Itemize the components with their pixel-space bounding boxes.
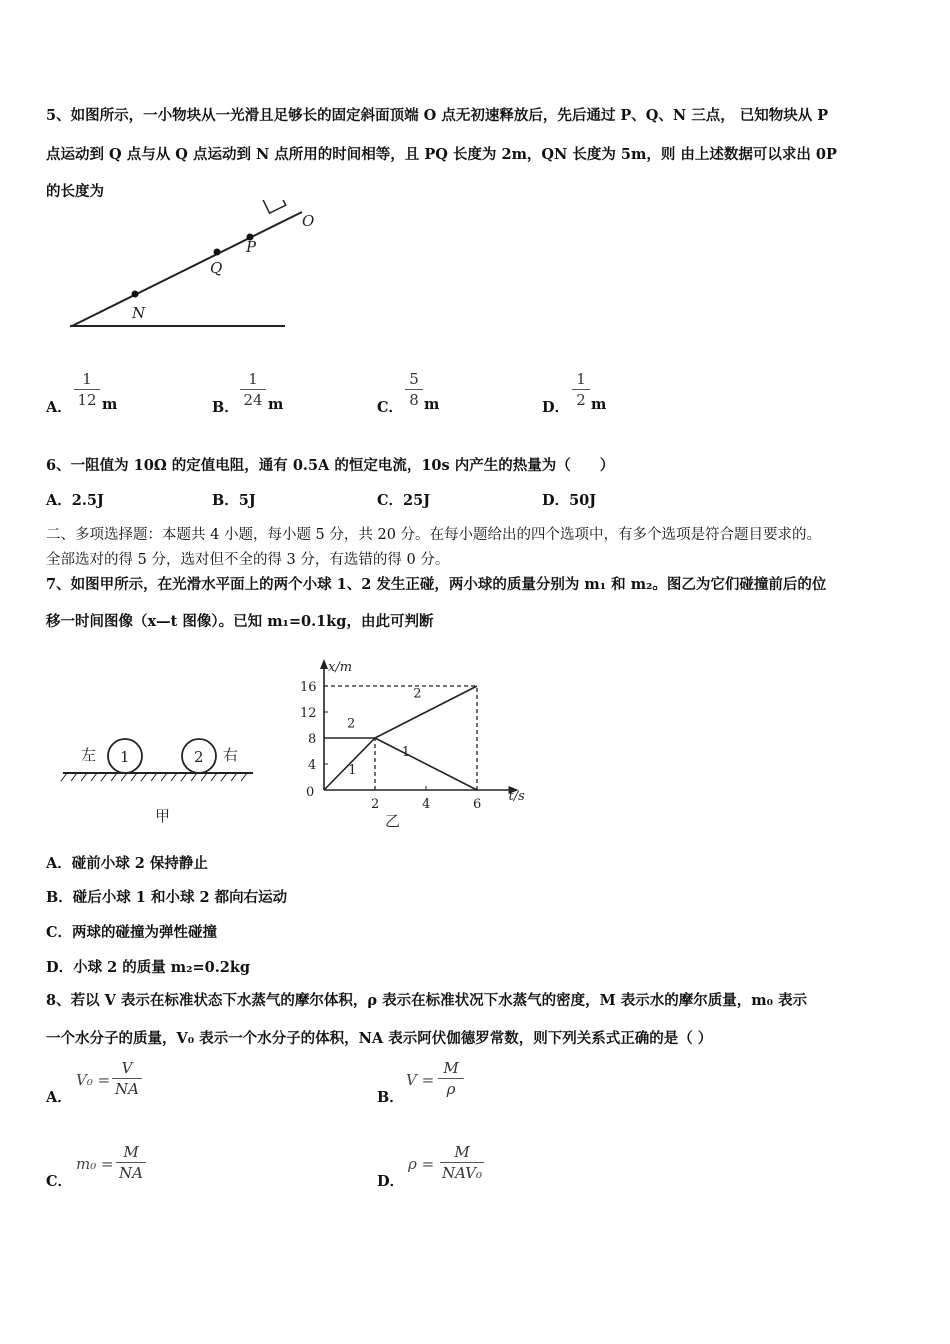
y-tick-12: 12 xyxy=(300,706,317,721)
y-tick-4: 4 xyxy=(308,758,317,773)
y-axis-label: x/m xyxy=(328,660,353,675)
label-o: O xyxy=(302,212,315,230)
q5-option-d-unit: m xyxy=(591,396,607,413)
point-n xyxy=(132,291,139,298)
q7-stem-line2: 移一时间图像（x—t 图像）。已知 m₁=0.1kg，由此可判断 xyxy=(46,613,434,630)
ball-2-label: 2 xyxy=(194,748,204,766)
q8-option-d-fraction: M NAV₀ xyxy=(441,1143,483,1182)
section2-line1: 二、多项选择题：本题共 4 小题，每小题 5 分，共 20 分。在每小题给出的四个选项中，有多个选项是符合题目要求的。 xyxy=(46,527,822,543)
label-right: 右 xyxy=(223,746,239,764)
q8-option-a-lhs: V₀ = xyxy=(76,1071,111,1089)
block xyxy=(263,200,286,213)
q8-option-b-letter[interactable]: B． xyxy=(377,1089,404,1106)
q5-stem-line3: 的长度为 xyxy=(46,183,104,200)
y-axis-arrow xyxy=(320,659,328,669)
y-tick-16: 16 xyxy=(300,680,317,695)
series-label-1-1: 1 xyxy=(401,745,411,761)
q6-option-a[interactable]: A．2.5J xyxy=(46,492,104,509)
incline-figure xyxy=(60,200,330,335)
q5-option-b-unit: m xyxy=(268,396,284,413)
label-p: P xyxy=(246,238,257,256)
q5-stem-line2: 点运动到 Q 点与从 Q 点运动到 N 点所用的时间相等，且 PQ 长度为 2m，QN 长度为 5m，则 由上述数据可以求出 0P xyxy=(46,146,837,163)
q6-option-b[interactable]: B．5J xyxy=(212,492,256,509)
floor-hatch xyxy=(61,773,247,781)
q6-option-d[interactable]: D．50J xyxy=(542,492,597,509)
y-tick-8: 8 xyxy=(308,732,317,747)
q5-option-a-unit: m xyxy=(102,396,118,413)
q7-stem-line1: 7、如图甲所示，在光滑水平面上的两个小球 1、2 发生正碰，两小球的质量分别为 m₁ 和 m₂。图乙为它们碰撞前后的位 xyxy=(46,576,827,593)
x-tick-0: 0 xyxy=(306,785,315,800)
q5-option-c-letter[interactable]: C． xyxy=(377,399,404,416)
label-q: Q xyxy=(210,259,223,277)
x-axis-label: t/s xyxy=(508,789,525,804)
q8-option-c-fraction: M NA xyxy=(116,1143,146,1182)
q5-option-a-letter[interactable]: A． xyxy=(46,399,72,416)
q8-option-c-letter[interactable]: C． xyxy=(46,1173,73,1190)
label-n: N xyxy=(132,304,146,322)
q5-option-d-letter[interactable]: D． xyxy=(542,399,570,416)
xt-chart xyxy=(290,640,540,830)
q8-option-d-letter[interactable]: D． xyxy=(377,1173,405,1190)
q5-option-b-fraction: 1 24 xyxy=(240,370,266,409)
series-label-2-1: 2 xyxy=(413,686,422,702)
point-q xyxy=(214,249,221,256)
figure-jia xyxy=(55,725,265,830)
x-tick-4: 4 xyxy=(422,797,431,812)
q8-option-d-lhs: ρ = xyxy=(408,1155,435,1173)
q6-stem: 6、一阻值为 10Ω 的定值电阻，通有 0.5A 的恒定电流，10s 内产生的热量为（ ） xyxy=(46,457,615,474)
chart-caption: 乙 xyxy=(385,812,401,830)
q8-stem-line1: 8、若以 V 表示在标准状态下水蒸气的摩尔体积，ρ 表示在标准状况下水蒸气的密度，M 表示水的摩尔质量，m₀ 表示 xyxy=(46,992,807,1009)
q8-option-b-fraction: M ρ xyxy=(438,1059,464,1098)
series-label-2-0: 2 xyxy=(346,716,356,732)
q5-option-c-fraction: 5 8 xyxy=(405,370,423,409)
label-left: 左 xyxy=(81,746,97,764)
q7-option-b[interactable]: B．碰后小球 1 和小球 2 都向右运动 xyxy=(46,889,288,906)
q8-stem-line2: 一个水分子的质量，V₀ 表示一个水分子的体积，NA 表示阿伏伽德罗常数，则下列关系式正确的是（ ） xyxy=(46,1030,713,1047)
q7-option-d[interactable]: D．小球 2 的质量 m₂=0.2kg xyxy=(46,959,251,976)
q8-option-c-lhs: m₀ = xyxy=(76,1155,114,1173)
caption-jia: 甲 xyxy=(155,807,171,825)
q7-option-c[interactable]: C．两球的碰撞为弹性碰撞 xyxy=(46,924,218,941)
series-label-1-0: 1 xyxy=(348,762,357,778)
q5-option-b-letter[interactable]: B． xyxy=(212,399,239,416)
q7-option-a[interactable]: A．碰前小球 2 保持静止 xyxy=(46,855,208,872)
q6-option-c[interactable]: C．25J xyxy=(377,492,431,509)
q8-option-b-lhs: V = xyxy=(406,1071,435,1089)
x-tick-2: 2 xyxy=(371,797,380,812)
q5-option-a-fraction: 1 12 xyxy=(74,370,100,409)
x-tick-6: 6 xyxy=(473,797,482,812)
q5-stem-line1: 5、如图所示，一小物块从一光滑且足够长的固定斜面顶端 O 点无初速释放后，先后通过 P、Q、N 三点， 已知物块从 P xyxy=(46,107,829,124)
section2-line2: 全部选对的得 5 分，选对但不全的得 3 分，有选错的得 0 分。 xyxy=(46,552,450,568)
ball-1-label: 1 xyxy=(120,748,130,766)
q8-option-a-fraction: V NA xyxy=(112,1059,142,1098)
incline-line xyxy=(72,212,302,326)
q5-option-d-fraction: 1 2 xyxy=(572,370,590,409)
q8-option-a-letter[interactable]: A． xyxy=(46,1089,72,1106)
q5-option-c-unit: m xyxy=(424,396,440,413)
series-line-1 xyxy=(324,738,477,790)
